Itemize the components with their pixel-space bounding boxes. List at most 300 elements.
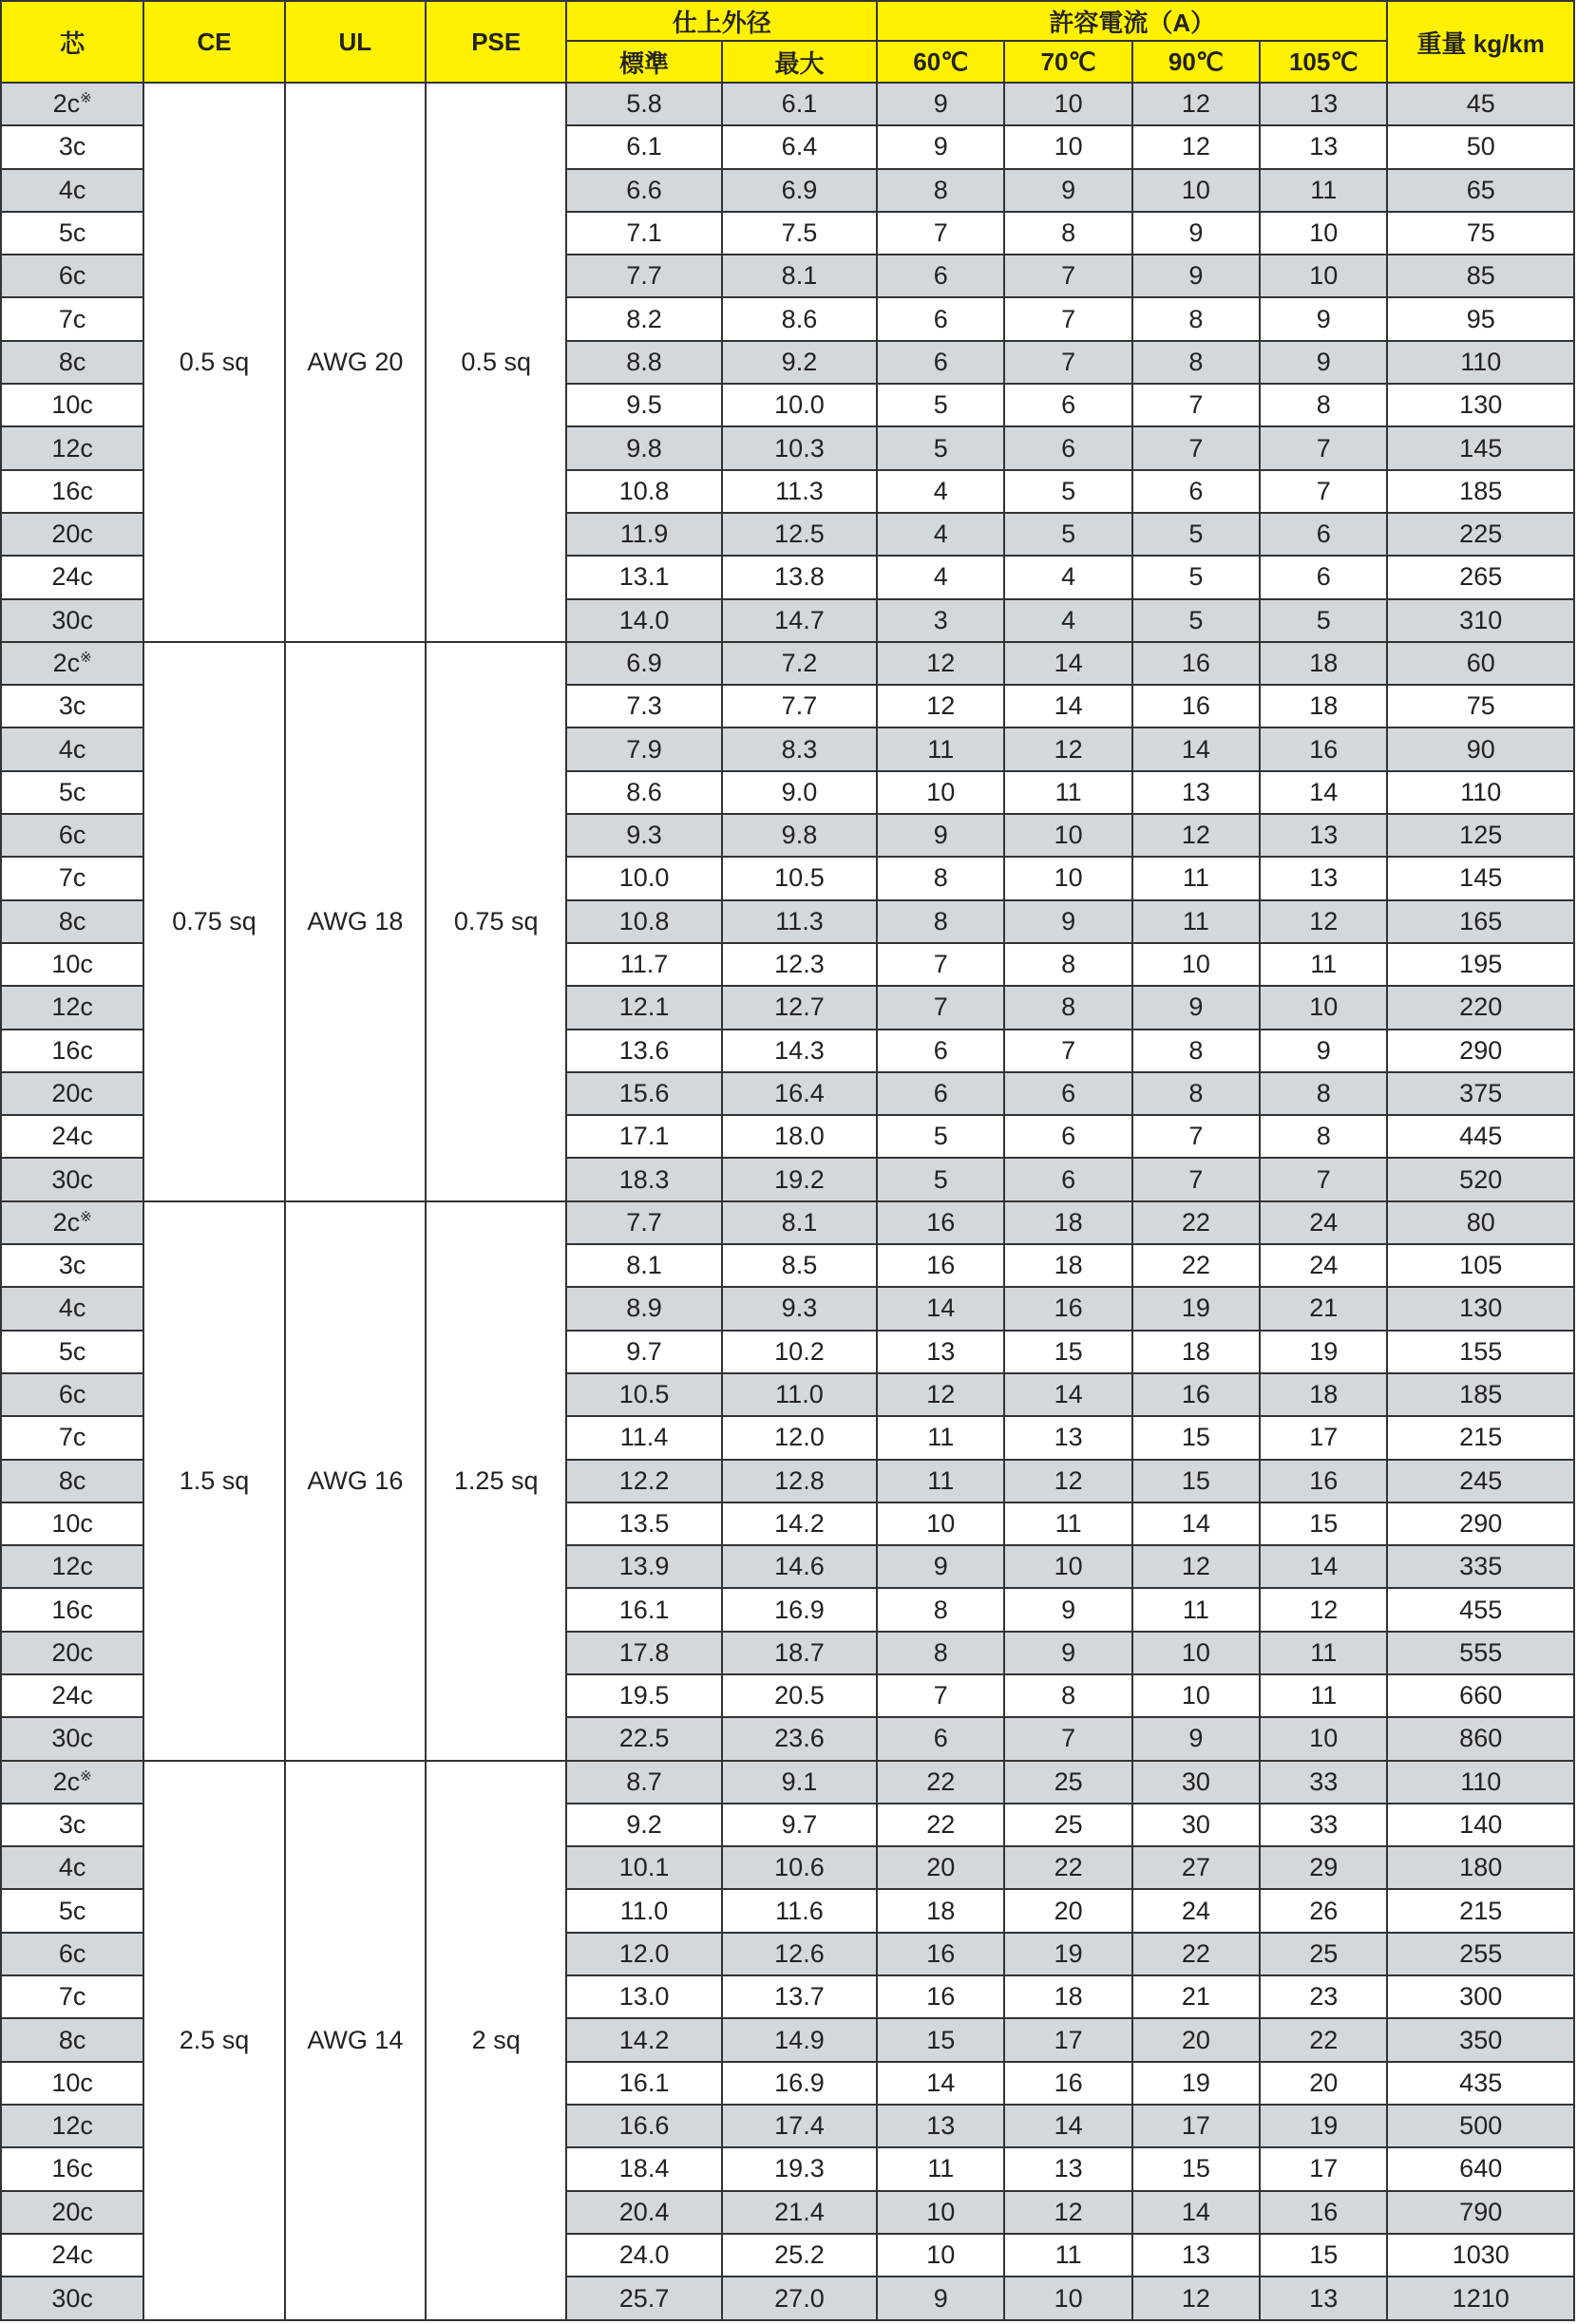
cell-value: 1210 — [1452, 2283, 1510, 2313]
diameter-max-cell — [722, 1072, 877, 1115]
cell-value: 16c — [51, 1035, 93, 1065]
weight-cell — [1387, 2147, 1574, 2190]
current-60-cell — [877, 1287, 1004, 1330]
cell-value: 30c — [51, 1164, 93, 1194]
cell-value: 30c — [51, 1724, 93, 1753]
core-cell — [1, 642, 143, 685]
current-60-cell — [877, 1502, 1004, 1545]
cell-value: 9 — [1188, 218, 1204, 248]
weight-cell — [1387, 1588, 1574, 1631]
cell-value: 30c — [51, 2283, 93, 2313]
cell-value: 9.3 — [626, 821, 662, 850]
diameter-max-cell — [722, 384, 877, 426]
cell-value: 9 — [933, 821, 948, 850]
diameter-max-cell — [722, 255, 877, 297]
cell-value: 5 — [933, 390, 948, 420]
current-70-cell — [1004, 1804, 1131, 1846]
diameter-std-cell — [566, 857, 721, 899]
cell-value: 10.5 — [618, 1380, 670, 1409]
cell-value: 18 — [1309, 691, 1339, 721]
diameter-std-cell — [566, 771, 721, 814]
weight-cell — [1387, 1287, 1574, 1330]
cell-value: 11 — [927, 2154, 955, 2183]
cell-value: 10 — [1309, 218, 1339, 248]
cell-value: 18.0 — [774, 1122, 825, 1151]
cell-value: 10.5 — [774, 863, 825, 893]
cell-value: 15 — [1309, 2239, 1339, 2269]
current-60-cell — [877, 1416, 1004, 1459]
cell-value: 45 — [1466, 89, 1495, 119]
diameter-max-cell — [722, 341, 877, 384]
cell-value: 14.2 — [774, 1508, 825, 1538]
current-70-cell — [1004, 2234, 1131, 2277]
cell-value: 11 — [927, 1465, 955, 1495]
diameter-std-cell — [566, 384, 721, 426]
cell-value: 24c — [51, 2239, 93, 2269]
cell-value: 8.6 — [626, 777, 662, 806]
current-70-cell — [1004, 1030, 1131, 1072]
diameter-std-cell — [566, 1502, 721, 1545]
cell-value: 7.1 — [626, 218, 662, 248]
cell-value: 8 — [1061, 950, 1076, 979]
cell-value: 7 — [1188, 1122, 1204, 1151]
current-70-cell — [1004, 1115, 1131, 1158]
core-cell — [1, 1889, 143, 1932]
diameter-std-cell — [566, 1804, 721, 1846]
cell-value: 13 — [1181, 2239, 1210, 2269]
current-105-cell — [1260, 1502, 1387, 1545]
cell-value: 12 — [1181, 1552, 1210, 1581]
core-cell — [1, 255, 143, 297]
cell-value: 8c — [58, 2025, 86, 2054]
current-60-cell — [877, 1804, 1004, 1846]
weight-cell — [1387, 900, 1574, 943]
cell-value: 13 — [1309, 863, 1339, 893]
current-105-cell — [1260, 986, 1387, 1029]
cell-value: 15 — [926, 2025, 956, 2054]
diameter-std-cell — [566, 1933, 721, 1975]
cell-value: 13.1 — [618, 562, 670, 592]
header-weight: 重量 kg/km — [1387, 1, 1574, 83]
cell-value: 18 — [1181, 1336, 1210, 1366]
cell-value: 350 — [1459, 2025, 1503, 2054]
cell-value: 18 — [1309, 649, 1339, 677]
cell-value: 9.8 — [626, 433, 662, 463]
current-70-cell — [1004, 814, 1131, 857]
table-row — [1, 83, 1574, 125]
cell-value: 215 — [1459, 1423, 1503, 1452]
cell-value: 24c — [51, 1681, 93, 1710]
cell-value: 7.7 — [626, 1207, 662, 1237]
cell-value: 14 — [1309, 777, 1339, 806]
ce-size-cell: 0.75 sq — [143, 642, 284, 1201]
diameter-max-cell — [722, 986, 877, 1029]
cell-value: 13 — [1054, 1423, 1083, 1452]
weight-cell — [1387, 1460, 1574, 1502]
current-70-cell — [1004, 125, 1131, 168]
diameter-std-cell — [566, 1460, 721, 1502]
cell-value: 10 — [1309, 1724, 1339, 1753]
core-cell — [1, 599, 143, 642]
cell-value: 5 — [933, 1164, 948, 1194]
weight-cell — [1387, 125, 1574, 168]
cell-value: 10c — [51, 1508, 93, 1538]
current-105-cell — [1260, 212, 1387, 255]
current-90-cell — [1132, 1889, 1260, 1932]
cell-value: 13.7 — [774, 1982, 825, 2012]
diameter-max-cell — [722, 1201, 877, 1244]
cell-value: 455 — [1459, 1595, 1503, 1624]
cell-value: 10 — [926, 777, 956, 806]
current-60-cell — [877, 2277, 1004, 2320]
cell-value: 7c — [58, 1423, 86, 1452]
cell-value: 50 — [1466, 132, 1495, 161]
cell-value: 12c — [51, 1552, 93, 1581]
current-60-cell — [877, 1373, 1004, 1416]
cell-value: 10.8 — [618, 476, 670, 505]
header-pse: PSE — [426, 1, 566, 83]
cell-value: 16 — [1181, 691, 1210, 721]
current-90-cell — [1132, 212, 1260, 255]
cell-value: 19 — [1309, 1336, 1339, 1366]
current-60-cell — [877, 426, 1004, 469]
cell-value: 75 — [1466, 218, 1495, 248]
cell-value: 10 — [1181, 1681, 1210, 1710]
cell-value: 13 — [926, 1336, 956, 1366]
cell-value: 19 — [1054, 1938, 1083, 1968]
cell-value: 5 — [1316, 605, 1331, 634]
table-row — [1, 642, 1574, 685]
cell-value: 15 — [1181, 1465, 1210, 1495]
cell-value: 255 — [1459, 1938, 1503, 1968]
cell-value: 4c — [58, 734, 86, 764]
pse-size-cell: 1.25 sq — [426, 1201, 566, 1761]
cell-value: 18.4 — [618, 2154, 670, 2183]
core-cell — [1, 426, 143, 469]
cell-value: 11 — [927, 734, 955, 764]
current-60-cell — [877, 1761, 1004, 1804]
cell-value: 16.1 — [618, 1595, 670, 1624]
current-105-cell — [1260, 1975, 1387, 2018]
cell-value: 9.2 — [781, 347, 818, 376]
cell-value: 10.3 — [774, 433, 825, 463]
cell-value: 9 — [1061, 175, 1076, 204]
cell-value: 75 — [1466, 691, 1495, 721]
current-90-cell — [1132, 1717, 1260, 1760]
cell-value: 27 — [1181, 1853, 1210, 1882]
current-60-cell — [877, 341, 1004, 384]
cell-value: 8.7 — [626, 1767, 662, 1796]
cell-value: 14.2 — [618, 2025, 670, 2054]
weight-cell — [1387, 1416, 1574, 1459]
cell-value: 21 — [1181, 1982, 1210, 2012]
cell-value: 8 — [933, 863, 948, 893]
cell-value: 20c — [51, 1078, 93, 1107]
cell-value: 25 — [1054, 1810, 1083, 1840]
current-70-cell — [1004, 470, 1131, 513]
cell-value: 16.4 — [774, 1078, 825, 1107]
cell-value: 7 — [1188, 433, 1204, 463]
cell-value: 12c — [51, 2111, 93, 2141]
current-60-cell — [877, 470, 1004, 513]
cell-value: 14 — [1309, 1552, 1339, 1581]
cell-value: 12 — [1181, 89, 1210, 119]
current-105-cell — [1260, 1115, 1387, 1158]
core-cell — [1, 2062, 143, 2105]
diameter-max-cell — [722, 513, 877, 556]
cell-value: 9.8 — [781, 821, 818, 850]
ul-size-cell: AWG 14 — [285, 1761, 426, 2320]
cell-value: 22 — [1309, 2025, 1339, 2054]
cell-value: 16 — [926, 1938, 956, 1968]
core-cell — [1, 1632, 143, 1674]
cell-value: 9 — [1061, 906, 1076, 935]
weight-cell — [1387, 341, 1574, 384]
cell-value: 27.0 — [774, 2283, 825, 2313]
current-90-cell — [1132, 1244, 1260, 1287]
cell-value: 11 — [1054, 1508, 1082, 1538]
cell-value: 4 — [933, 562, 948, 592]
cell-value: 19 — [1181, 1294, 1210, 1323]
core-cell — [1, 212, 143, 255]
weight-cell — [1387, 556, 1574, 598]
diameter-max-cell — [722, 900, 877, 943]
current-70-cell — [1004, 685, 1131, 727]
cell-value: 12.1 — [618, 992, 670, 1022]
cell-value: 4c — [58, 1853, 86, 1882]
current-105-cell — [1260, 2277, 1387, 2320]
pse-size-cell: 0.75 sq — [426, 642, 566, 1201]
current-105-cell — [1260, 685, 1387, 727]
cell-value: 10 — [926, 2239, 956, 2269]
current-90-cell — [1132, 1030, 1260, 1072]
current-60-cell — [877, 771, 1004, 814]
cell-value: 24c — [51, 562, 93, 592]
diameter-std-cell — [566, 1588, 721, 1631]
cell-value: 95 — [1466, 304, 1495, 333]
current-70-cell — [1004, 2147, 1131, 2190]
current-60-cell — [877, 857, 1004, 899]
current-105-cell — [1260, 1889, 1387, 1932]
cell-value: 860 — [1459, 1724, 1503, 1753]
current-90-cell — [1132, 771, 1260, 814]
cell-value: 8 — [1316, 1122, 1331, 1151]
diameter-max-cell — [722, 857, 877, 899]
cell-value: 18.3 — [618, 1164, 670, 1194]
cell-value: 6.1 — [781, 89, 818, 119]
current-90-cell — [1132, 470, 1260, 513]
core-cell — [1, 2277, 143, 2320]
pse-size-cell: 2 sq — [426, 1761, 566, 2320]
weight-cell — [1387, 685, 1574, 727]
cell-value: 300 — [1459, 1982, 1503, 2012]
cell-value: 17 — [1309, 1423, 1339, 1452]
core-cell — [1, 727, 143, 770]
diameter-std-cell — [566, 1846, 721, 1889]
cell-value: 5 — [1188, 562, 1204, 592]
cell-value: 165 — [1459, 906, 1503, 935]
cell-value: 17.4 — [774, 2111, 825, 2141]
current-105-cell — [1260, 1632, 1387, 1674]
core-cell — [1, 1588, 143, 1631]
weight-cell — [1387, 1761, 1574, 1804]
current-60-cell — [877, 2018, 1004, 2061]
cell-value: 11.4 — [619, 1423, 669, 1452]
current-70-cell — [1004, 1588, 1131, 1631]
cell-value: 24 — [1309, 1251, 1339, 1280]
cell-value: 14 — [926, 2068, 956, 2097]
core-cell — [1, 1804, 143, 1846]
cell-value: 5 — [1061, 476, 1076, 505]
diameter-std-cell — [566, 169, 721, 212]
cell-value: 6 — [1061, 1164, 1076, 1194]
current-60-cell — [877, 1201, 1004, 1244]
current-60-cell — [877, 255, 1004, 297]
weight-cell — [1387, 1502, 1574, 1545]
cell-value: 9 — [1316, 1035, 1331, 1065]
cell-value: 13 — [1309, 132, 1339, 161]
cell-value: 25 — [1054, 1767, 1083, 1796]
cell-value: 215 — [1459, 1896, 1503, 1925]
weight-cell — [1387, 297, 1574, 340]
current-105-cell — [1260, 1416, 1387, 1459]
table-body — [1, 83, 1574, 2320]
diameter-max-cell — [722, 1717, 877, 1760]
diameter-std-cell — [566, 685, 721, 727]
current-90-cell — [1132, 727, 1260, 770]
diameter-max-cell — [722, 1460, 877, 1502]
cell-value: 9.0 — [781, 777, 818, 806]
diameter-max-cell — [722, 1975, 877, 2018]
current-105-cell — [1260, 900, 1387, 943]
cell-value: 5c — [58, 777, 86, 806]
cell-value: 11.0 — [775, 1380, 824, 1409]
current-60-cell — [877, 685, 1004, 727]
cell-value: 10 — [1054, 89, 1083, 119]
weight-cell — [1387, 1030, 1574, 1072]
current-70-cell — [1004, 341, 1131, 384]
cell-value: 8 — [1188, 347, 1204, 376]
cell-value: 7 — [1061, 347, 1076, 376]
cell-value: 7 — [1188, 390, 1204, 420]
diameter-max-cell — [722, 1545, 877, 1588]
cell-value: 5 — [1188, 605, 1204, 634]
note-mark: ※ — [80, 1208, 92, 1225]
cell-value: 245 — [1459, 1465, 1503, 1495]
core-cell — [1, 341, 143, 384]
cell-value: 790 — [1459, 2197, 1503, 2226]
current-60-cell — [877, 384, 1004, 426]
cell-value: 12.7 — [774, 992, 825, 1022]
current-70-cell — [1004, 1846, 1131, 1889]
cell-value: 6.6 — [626, 175, 662, 204]
cell-value: 18.7 — [774, 1637, 825, 1667]
cell-value: 17.1 — [618, 1122, 670, 1151]
cell-value: 7 — [1316, 433, 1331, 463]
core-cell — [1, 685, 143, 727]
cell-value: 10 — [1054, 863, 1083, 893]
cell-value: 22 — [1181, 1251, 1210, 1280]
cell-value: 7 — [1061, 304, 1076, 333]
cell-value: 140 — [1459, 1810, 1503, 1840]
current-90-cell — [1132, 556, 1260, 598]
cell-value: 5.8 — [626, 89, 662, 119]
cell-value: 12.0 — [618, 1938, 670, 1968]
weight-cell — [1387, 1545, 1574, 1588]
current-90-cell — [1132, 2191, 1260, 2234]
current-60-cell — [877, 1717, 1004, 1760]
diameter-std-cell — [566, 212, 721, 255]
current-90-cell — [1132, 297, 1260, 340]
cell-value: 9 — [1061, 1637, 1076, 1667]
current-105-cell — [1260, 341, 1387, 384]
cell-value: 16 — [1309, 1465, 1339, 1495]
cell-value: 500 — [1459, 2111, 1503, 2141]
cell-value: 10 — [926, 1508, 956, 1538]
note-mark: ※ — [80, 90, 92, 107]
note-mark: ※ — [80, 650, 92, 666]
current-60-cell — [877, 1244, 1004, 1287]
current-105-cell — [1260, 125, 1387, 168]
diameter-max-cell — [722, 2234, 877, 2277]
core-cell — [1, 83, 143, 125]
table-row — [1, 1201, 1574, 1244]
cell-value: 12 — [1309, 1595, 1339, 1624]
cell-value: 16 — [1181, 649, 1210, 677]
diameter-max-cell — [722, 642, 877, 685]
cell-value: 5 — [933, 433, 948, 463]
weight-cell — [1387, 2105, 1574, 2147]
cell-value: 22.5 — [618, 1724, 670, 1753]
core-cell — [1, 470, 143, 513]
cell-value: 17 — [1054, 2025, 1083, 2054]
diameter-max-cell — [722, 169, 877, 212]
cell-value: 12 — [926, 691, 956, 721]
current-60-cell — [877, 1588, 1004, 1631]
cell-value: 7c — [58, 863, 86, 893]
current-90-cell — [1132, 857, 1260, 899]
header-temp-70: 70℃ — [1004, 41, 1131, 83]
diameter-max-cell — [722, 1244, 877, 1287]
diameter-max-cell — [722, 727, 877, 770]
cell-value: 8.1 — [781, 1207, 818, 1237]
cell-value: 14.9 — [774, 2025, 825, 2054]
cell-value: 7c — [58, 1982, 86, 2012]
cell-value: 10 — [1181, 950, 1210, 979]
diameter-max-cell — [722, 685, 877, 727]
diameter-std-cell — [566, 470, 721, 513]
current-105-cell — [1260, 1846, 1387, 1889]
cell-value: 16 — [1309, 734, 1339, 764]
cell-value: 12.3 — [774, 950, 825, 979]
cell-value: 2c — [52, 89, 81, 119]
current-60-cell — [877, 169, 1004, 212]
diameter-std-cell — [566, 1201, 721, 1244]
cell-value: 20c — [51, 520, 93, 549]
cell-value: 8 — [933, 906, 948, 935]
current-70-cell — [1004, 1072, 1131, 1115]
diameter-max-cell — [722, 2191, 877, 2234]
cell-value: 18 — [1054, 1207, 1083, 1237]
cell-value: 6 — [1316, 520, 1331, 549]
cell-value: 9 — [1061, 1595, 1076, 1624]
cell-value: 6 — [933, 304, 948, 333]
header-diameter-max: 最大 — [722, 41, 877, 83]
cell-value: 12.0 — [774, 1423, 825, 1452]
cell-value: 8c — [58, 1465, 86, 1495]
cell-value: 24 — [1181, 1896, 1210, 1925]
cell-value: 8.3 — [781, 734, 818, 764]
